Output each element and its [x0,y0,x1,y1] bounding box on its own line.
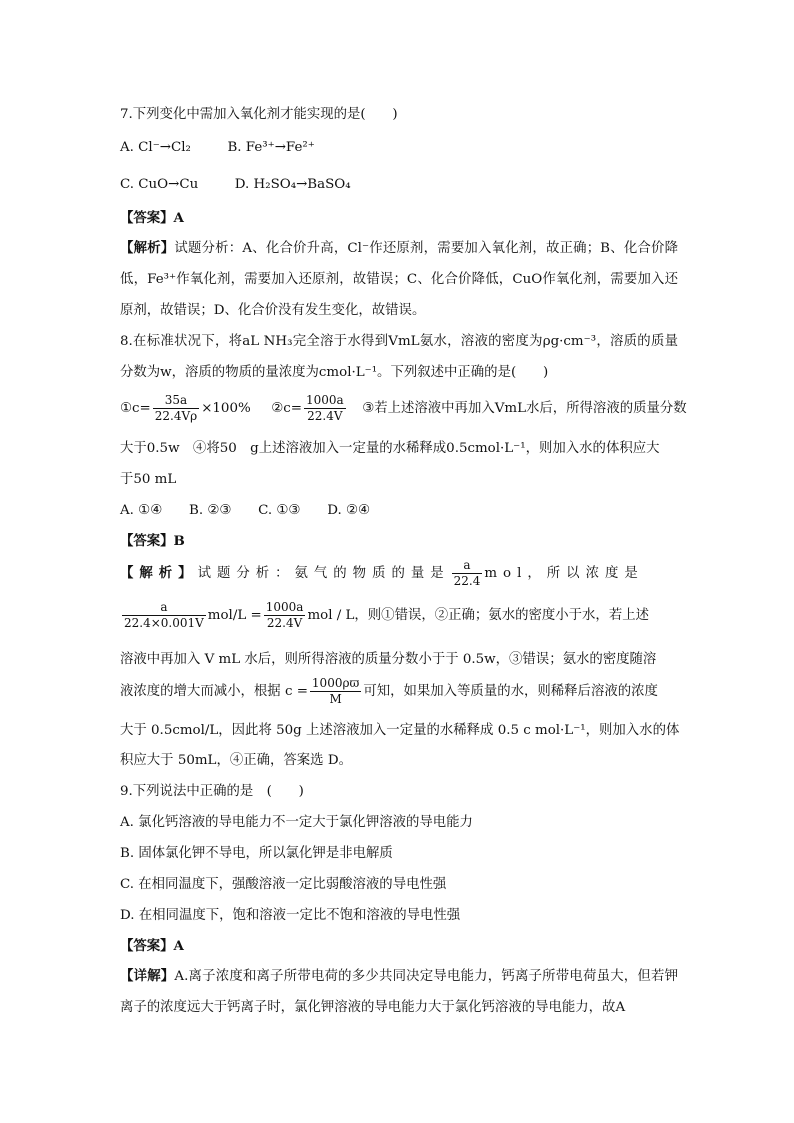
q8-items-line1 [120,393,687,424]
q8-item2-numerator: 1000a [305,393,344,407]
q8-analysis-fraction3 [264,600,306,631]
q8-item1-suffix: ×100% [201,401,251,416]
q7-analysis [120,233,678,326]
q8-analysis-mid: mol/L = [207,608,262,623]
q7-options-ab [120,140,315,155]
q9-detail-label: 【详解】 [120,968,175,984]
q8-item1-prefix: ①c= [120,401,151,416]
q7-analysis-label: 【解析】 [120,240,175,256]
q8-analysis-fraction3-numerator: 1000a [265,600,304,614]
q8-item1-fraction [153,393,199,424]
q8-item1-numerator: 35a [153,393,199,409]
q8-analysis-text2: mol / L，则①错误，②正确；氨水的密度小于水，若上述 [307,608,649,623]
q8-stem: 8.在标准状况下，将aL NH₃完全溶于水得到VmL氨水，溶液的密度为ρg·cm⁻³，溶质的质量分数为w，溶质的物质的量浓度为cmol·L⁻¹。下列叙述中正确的是( ) [120,334,678,380]
q7-options-cd [120,177,351,192]
q8-analysis-text1: 试题分析：氨气的物质的量是 [197,566,450,581]
q8-analysis-fraction1 [452,558,483,589]
q8-analysis-line6: 积应大于 50mL，④正确，答案选 D。 [120,753,352,768]
q8-items-line2: 大于0.5w ④将50 g上述溶液加入一定量的水稀释成0.5cmol·L⁻¹，则加入水的体积应大 [120,441,660,456]
q8-items-line3: 于50 mL [120,472,177,487]
q7-option-a: A. Cl⁻→Cl₂ [120,140,191,155]
q9-option-c: C. 在相同温度下，强酸溶液一定比弱酸溶液的导电性强 [120,877,447,892]
q8-analysis-fraction4-denominator: M [329,692,342,706]
q9-option-a: A. 氯化钙溶液的导电能力不一定大于氯化钾溶液的导电能力 [120,815,473,830]
q9-option-d: D. 在相同温度下，饱和溶液一定比不饱和溶液的导电性强 [120,908,461,923]
q9-answer: 【答案】A [120,938,184,954]
q8-analysis-line2 [120,600,649,631]
q8-answer: 【答案】B [120,533,185,549]
q8-analysis-line5: 大于 0.5cmol/L，因此将 50g 上述溶液加入一定量的水稀释成 0.5 c mol·L⁻¹，则加入水的体 [120,723,680,738]
q8-item1-denominator: 22.4Vρ [154,409,198,423]
q9-detail [120,961,678,1023]
q8-analysis-line4 [120,676,658,707]
q8-analysis-fraction1-numerator: a [452,558,483,574]
q8-analysis-text4-pre: 液浓度的增大而减小，根据 c = [120,684,308,699]
q8-item2-denominator: 22.4V [307,409,343,423]
q8-analysis-text1-post: mol，所以浓度是 [484,566,644,581]
q8-analysis-fraction4 [310,676,361,707]
q7-answer: 【答案】A [120,210,184,226]
q8-item2-fraction [304,393,346,424]
q7-option-b: B. Fe³⁺→Fe²⁺ [227,140,315,155]
q8-item2-prefix: ②c= [271,401,302,416]
q7-stem: 7.下列变化中需加入氧化剂才能实现的是( ) [120,107,398,122]
q9-option-b: B. 固体氯化钾不导电，所以氯化钾是非电解质 [120,846,393,861]
q9-stem: 9.下列说法中正确的是 ( ) [120,784,304,799]
q8-analysis-text4-post: 可知，如果加入等质量的水，则稀释后溶液的浓度 [363,684,658,699]
q8-analysis-fraction3-denominator: 22.4V [266,616,303,630]
q8-analysis-line3: 溶液中再加入 V mL 水后，则所得溶液的质量分数小于于 0.5w，③错误；氨水的密度随溶 [120,652,657,667]
q8-analysis-fraction2 [122,600,206,631]
q8-item3: ③若上述溶液中再加入VmL水后，所得溶液的质量分数 [362,401,687,416]
q7-analysis-text: 试题分析：A、化合价升高，Cl⁻作还原剂，需要加入氧化剂，故正确；B、化合价降低，Fe³⁺作氧化剂，需要加入还原剂，故错误；C、化合价降低，CuO作氧化剂，需要加入还原剂，故错误；D、化合价没有发生变化，故错误。 [120,241,678,318]
q8-analysis-fraction2-denominator: 22.4×0.001V [124,616,204,630]
q9-detail-text: A.离子浓度和离子所带电荷的多少共同决定导电能力，钙离子所带电荷虽大，但若钾离子的浓度远大于钙离子时，氯化钾溶液的导电能力大于氯化钙溶液的导电能力，故A [120,969,678,1015]
q8-options: A. ①④ B. ②③ C. ①③ D. ②④ [120,503,370,518]
q8-analysis-fraction4-numerator: 1000ρϖ [311,676,360,690]
q7-option-d: D. H₂SO₄→BaSO₄ [234,177,351,192]
q8-analysis-fraction2-numerator: a [122,600,206,616]
q8-analysis-fraction1-denominator: 22.4 [453,574,481,588]
q8-analysis-label: 【解析】 [120,565,198,581]
q8-analysis-line1 [120,558,678,589]
q7-option-c: C. CuO→Cu [120,177,199,192]
